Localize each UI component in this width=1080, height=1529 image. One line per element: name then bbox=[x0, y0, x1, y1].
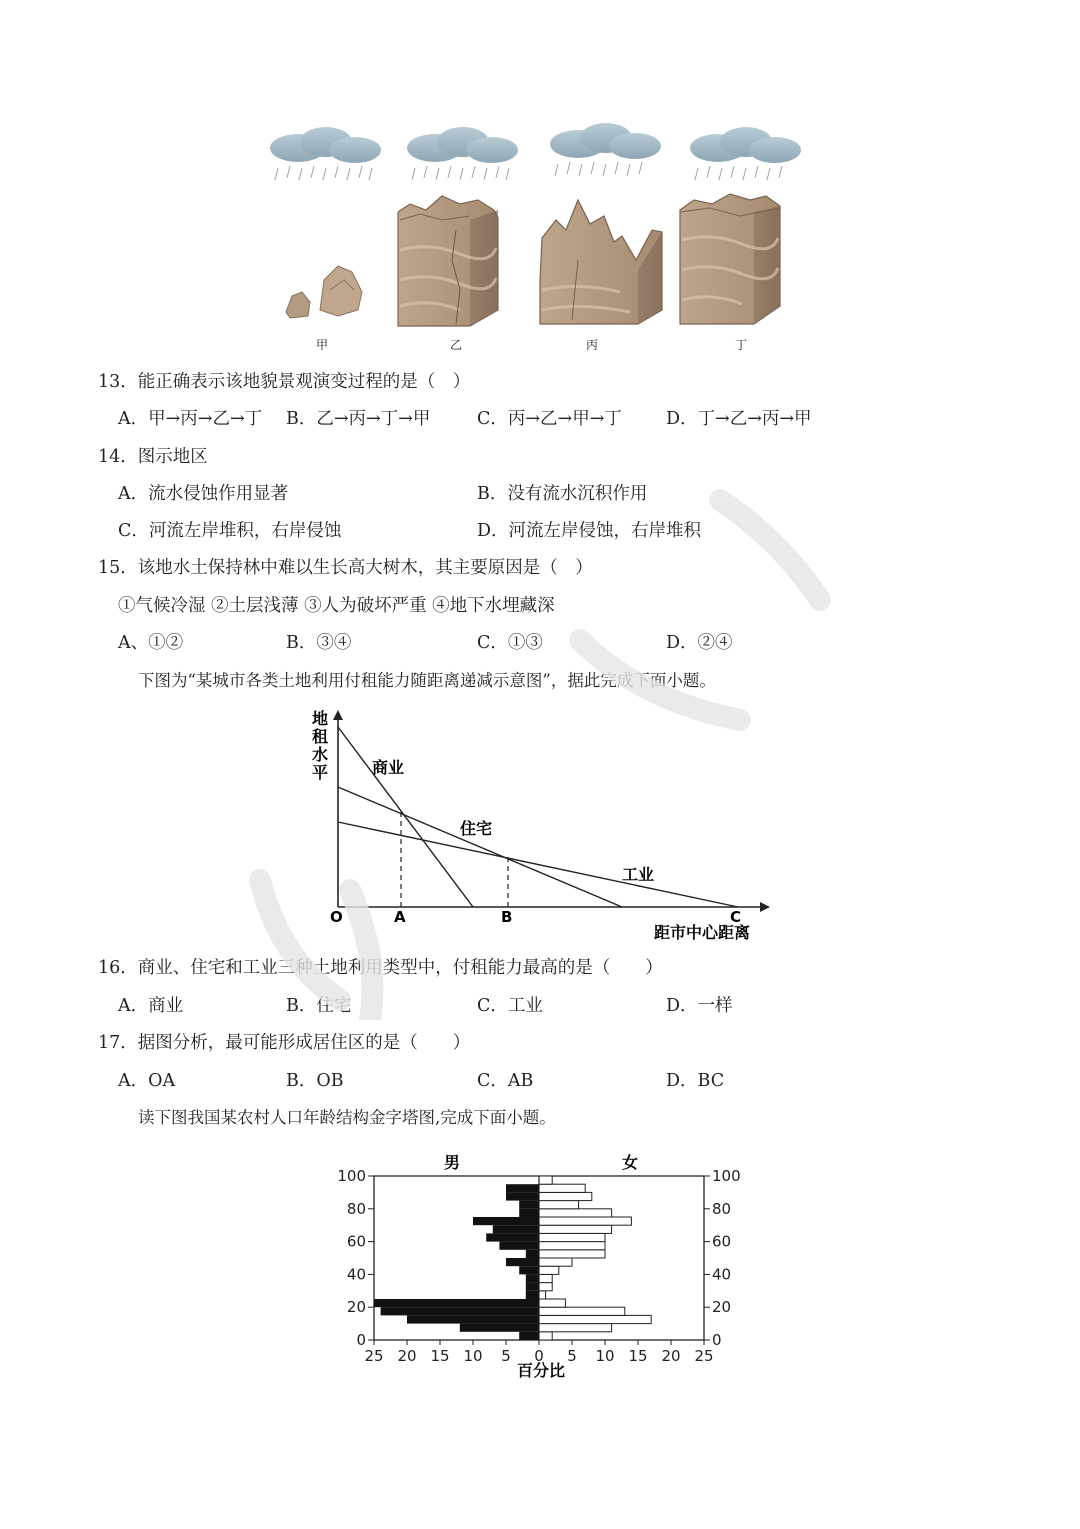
pct-tick-label-left: 15 bbox=[430, 1347, 450, 1365]
q17-option-d[interactable]: D．BC bbox=[666, 1071, 725, 1091]
q17-stem: 17．据图分析，最可能形成居住区的是（ ） bbox=[98, 1033, 471, 1053]
label-commerce: 商业 bbox=[372, 758, 405, 777]
q15-option-a[interactable]: A、①② bbox=[118, 633, 184, 653]
female-bar bbox=[539, 1299, 565, 1307]
intro-pyramid: 读下图我国某农村人口年龄结构金字塔图,完成下面小题。 bbox=[138, 1108, 556, 1127]
age-tick-label-right: 40 bbox=[712, 1265, 732, 1284]
xlabel-distance: 距市中心距离 bbox=[654, 923, 751, 942]
female-bar bbox=[539, 1315, 651, 1323]
pct-tick-label-right: 15 bbox=[628, 1347, 648, 1365]
female-bar bbox=[539, 1217, 631, 1225]
female-label: 女 bbox=[622, 1153, 639, 1172]
age-tick-label-left: 100 bbox=[337, 1167, 366, 1185]
female-bar bbox=[539, 1307, 625, 1315]
pct-tick-label-right: 25 bbox=[694, 1347, 714, 1365]
population-pyramid bbox=[330, 1148, 760, 1386]
male-bar bbox=[473, 1217, 539, 1225]
age-tick-label-right: 80 bbox=[712, 1199, 732, 1218]
female-bar bbox=[539, 1209, 612, 1217]
q13-option-d[interactable]: D．丁→乙→丙→甲 bbox=[666, 409, 812, 429]
male-bar bbox=[506, 1192, 539, 1200]
q13-option-c[interactable]: C．丙→乙→甲→丁 bbox=[477, 409, 622, 429]
female-bar bbox=[539, 1225, 612, 1233]
q16-option-c[interactable]: C．工业 bbox=[477, 996, 543, 1016]
pct-tick-label-left: 10 bbox=[463, 1347, 483, 1365]
pct-tick-label-left: 5 bbox=[501, 1347, 511, 1365]
label-yi: 乙 bbox=[450, 338, 463, 352]
age-tick-label-left: 20 bbox=[346, 1298, 366, 1317]
male-bar bbox=[506, 1184, 539, 1192]
q16-option-d[interactable]: D．一样 bbox=[666, 996, 733, 1016]
q15-option-b[interactable]: B．③④ bbox=[286, 633, 352, 653]
age-tick-label-right: 60 bbox=[712, 1232, 732, 1251]
label-bing: 丙 bbox=[586, 338, 599, 352]
landform-jia-rocks bbox=[286, 266, 362, 318]
q13-option-a[interactable]: A．甲→丙→乙→丁 bbox=[118, 409, 263, 429]
q15-option-d[interactable]: D．②④ bbox=[666, 633, 733, 653]
male-bar bbox=[460, 1324, 539, 1332]
q17-option-c[interactable]: C．AB bbox=[477, 1071, 534, 1091]
pct-tick-label-right: 10 bbox=[595, 1347, 615, 1365]
point-b: B bbox=[501, 908, 513, 926]
q15-option-c[interactable]: C．①③ bbox=[477, 633, 543, 653]
female-bar bbox=[539, 1233, 605, 1241]
q15-stem: 15．该地水土保持林中难以生长高大树木，其主要原因是（ ） bbox=[98, 558, 593, 578]
landform-yi-block bbox=[398, 196, 498, 326]
female-bar bbox=[539, 1283, 552, 1291]
q14-option-b[interactable]: B．没有流水沉积作用 bbox=[477, 484, 648, 504]
ylabel-char-1: 地 bbox=[312, 709, 329, 728]
male-bar bbox=[526, 1291, 539, 1299]
male-bar bbox=[526, 1250, 539, 1258]
age-tick-label-left: 0 bbox=[356, 1331, 366, 1349]
male-bar bbox=[407, 1315, 539, 1323]
point-o: O bbox=[330, 908, 343, 926]
ylabel-char-3: 水 bbox=[312, 745, 329, 764]
female-bar bbox=[539, 1291, 546, 1299]
age-tick-label-left: 60 bbox=[346, 1232, 366, 1251]
label-jia: 甲 bbox=[316, 338, 329, 352]
rain-cloud-1 bbox=[270, 127, 381, 180]
q13-option-b[interactable]: B．乙→丙→丁→甲 bbox=[286, 409, 431, 429]
female-bar bbox=[539, 1192, 592, 1200]
female-bar bbox=[539, 1324, 612, 1332]
pct-tick-label-left: 25 bbox=[364, 1347, 384, 1365]
watermark bbox=[220, 460, 880, 1020]
male-bar bbox=[499, 1242, 539, 1250]
q16-option-a[interactable]: A．商业 bbox=[118, 996, 184, 1016]
female-bar bbox=[539, 1176, 552, 1184]
male-bar bbox=[519, 1266, 539, 1274]
male-bar bbox=[519, 1332, 539, 1340]
point-c: C bbox=[730, 908, 742, 926]
point-a: A bbox=[394, 908, 406, 926]
pct-tick-label-right: 5 bbox=[567, 1347, 577, 1365]
label-residential: 住宅 bbox=[460, 819, 493, 838]
male-bar bbox=[486, 1233, 539, 1241]
age-tick-label-left: 80 bbox=[346, 1199, 366, 1218]
x-axis-label: 百分比 bbox=[517, 1361, 566, 1380]
rain-cloud-4 bbox=[690, 127, 801, 180]
male-bar bbox=[506, 1258, 539, 1266]
q16-stem: 16．商业、住宅和工业三种土地利用类型中，付租能力最高的是（ ） bbox=[98, 958, 663, 978]
male-bar bbox=[526, 1283, 539, 1291]
label-industry: 工业 bbox=[622, 865, 655, 884]
male-bar bbox=[493, 1225, 539, 1233]
landform-figure bbox=[260, 120, 820, 360]
rain-cloud-2 bbox=[407, 127, 518, 180]
q14-stem: 14．图示地区 bbox=[98, 447, 208, 467]
pct-tick-label-left: 20 bbox=[397, 1347, 417, 1365]
rain-cloud-3 bbox=[550, 123, 661, 176]
landform-bing-peaks bbox=[540, 200, 662, 324]
female-bar bbox=[539, 1258, 572, 1266]
label-ding: 丁 bbox=[735, 338, 748, 352]
age-tick-label-right: 0 bbox=[712, 1331, 722, 1349]
q14-option-c[interactable]: C．河流左岸堆积，右岸侵蚀 bbox=[118, 521, 342, 541]
q14-option-d[interactable]: D．河流左岸侵蚀，右岸堆积 bbox=[477, 521, 702, 541]
male-bar bbox=[374, 1299, 539, 1307]
age-tick-label-left: 40 bbox=[346, 1265, 366, 1284]
male-label: 男 bbox=[444, 1153, 461, 1172]
q17-option-b[interactable]: B．OB bbox=[286, 1071, 344, 1091]
q15-choices: ①气候冷湿 ②土层浅薄 ③人为破坏严重 ④地下水埋藏深 bbox=[118, 596, 555, 616]
q16-option-b[interactable]: B．住宅 bbox=[286, 996, 352, 1016]
ylabel-char-4: 平 bbox=[312, 763, 329, 782]
pyramid-bars bbox=[374, 1176, 651, 1340]
ylabel-char-2: 租 bbox=[312, 727, 329, 746]
age-tick-label-right: 20 bbox=[712, 1298, 732, 1317]
pct-tick-label-left: 0 bbox=[534, 1347, 544, 1365]
female-bar bbox=[539, 1242, 605, 1250]
age-tick-label-right: 100 bbox=[712, 1167, 741, 1185]
q14-option-a[interactable]: A．流水侵蚀作用显著 bbox=[118, 484, 289, 504]
female-bar bbox=[539, 1184, 585, 1192]
male-bar bbox=[519, 1209, 539, 1217]
female-bar bbox=[539, 1266, 559, 1274]
male-bar bbox=[526, 1274, 539, 1282]
q17-option-a[interactable]: A．OA bbox=[118, 1071, 176, 1091]
female-bar bbox=[539, 1332, 552, 1340]
q13-stem: 13．能正确表示该地貌景观演变过程的是（ ） bbox=[98, 372, 471, 392]
female-bar bbox=[539, 1250, 605, 1258]
male-bar bbox=[519, 1201, 539, 1209]
male-bar bbox=[381, 1307, 539, 1315]
landform-ding-block bbox=[680, 194, 780, 324]
female-bar bbox=[539, 1274, 552, 1282]
intro-rent-chart: 下图为“某城市各类土地利用付租能力随距离递减示意图”，据此完成下面小题。 bbox=[138, 671, 716, 690]
female-bar bbox=[539, 1201, 579, 1209]
pct-tick-label-right: 20 bbox=[661, 1347, 681, 1365]
